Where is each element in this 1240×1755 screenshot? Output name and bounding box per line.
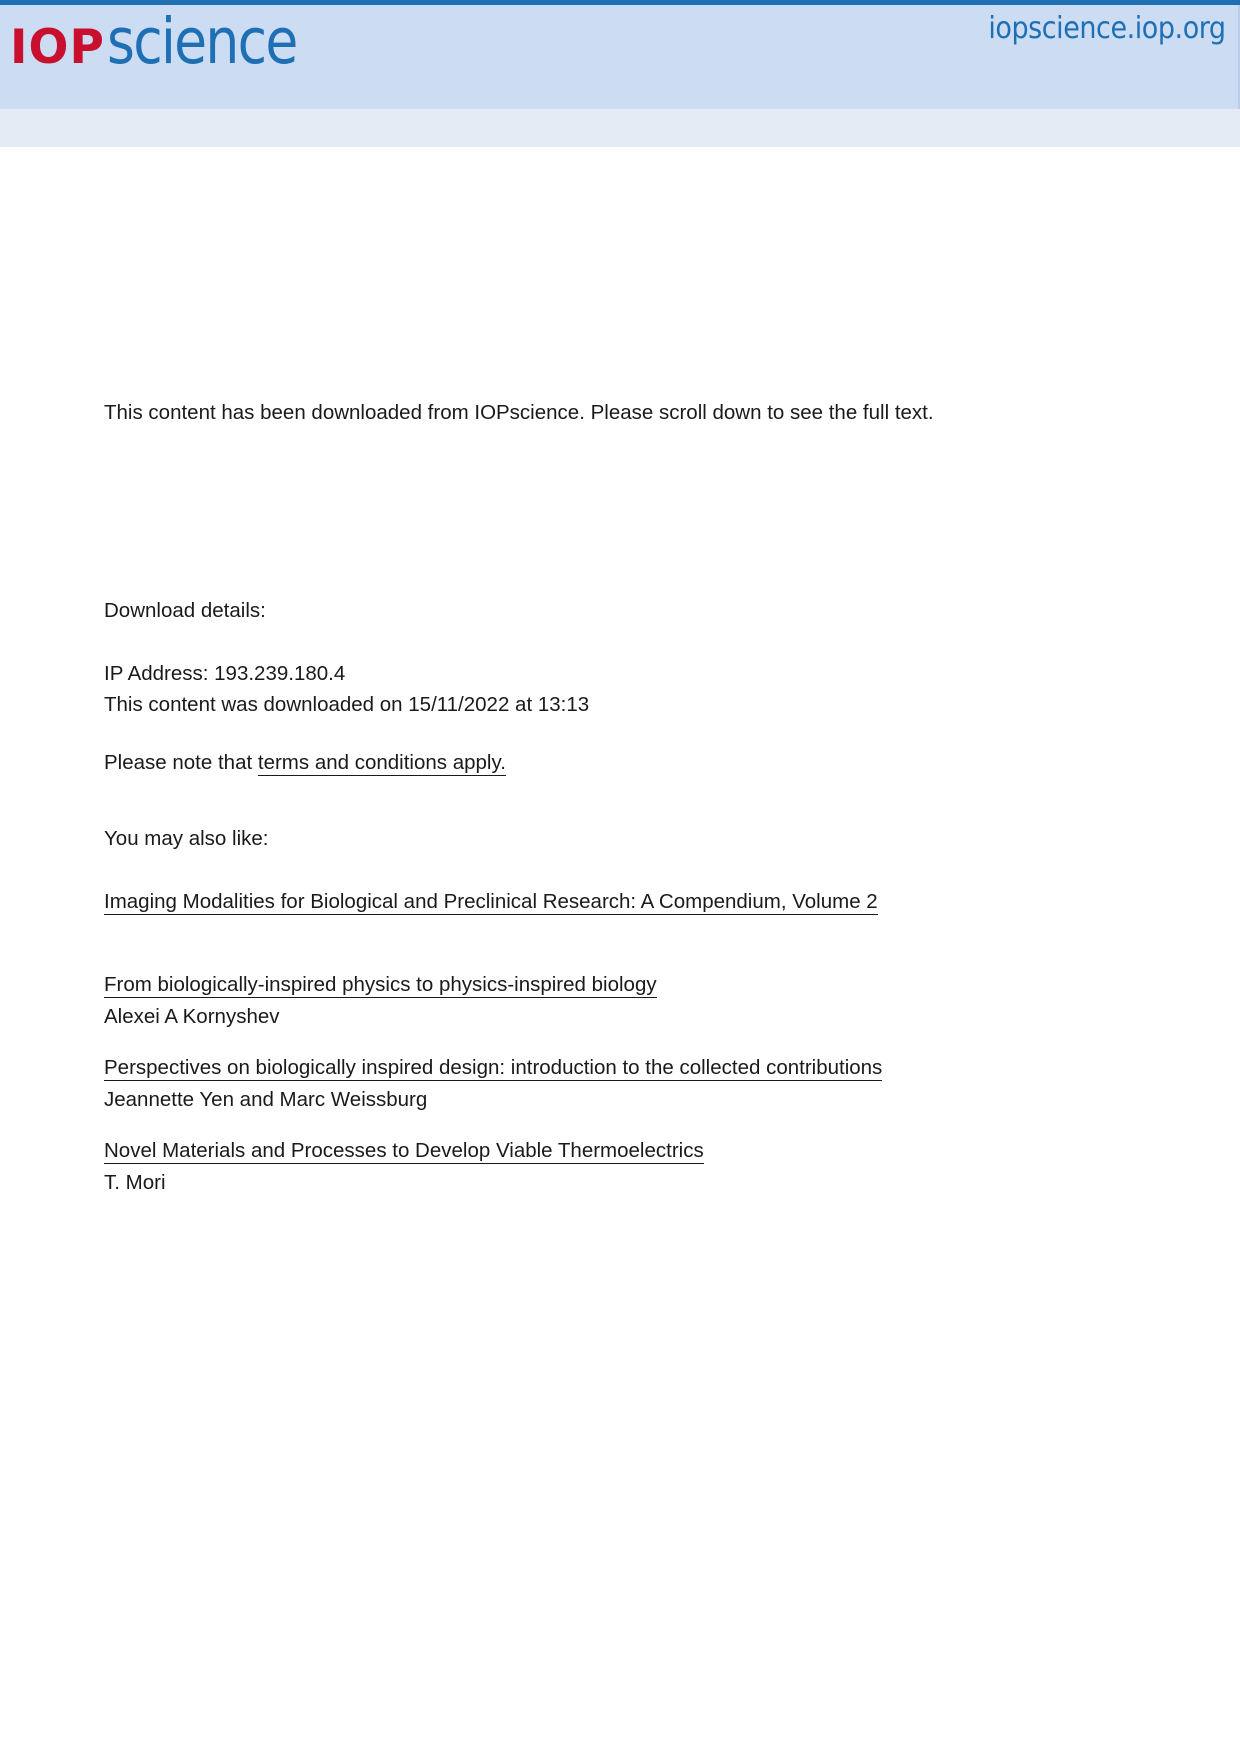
terms-note [104, 751, 506, 775]
related-item-4-authors: T. Mori [104, 1171, 166, 1194]
ip-address: IP Address: 193.239.180.4 [104, 662, 346, 685]
related-link[interactable]: Perspectives on biologically inspired design: introduction to the collected contributions [104, 1056, 883, 1079]
related-link[interactable]: From biologically-inspired physics to physics-inspired biology [104, 973, 657, 996]
related-item-4-title [104, 1139, 704, 1163]
logo-science-text: science [106, 5, 297, 78]
site-url[interactable]: iopscience.iop.org [988, 11, 1226, 46]
related-link[interactable]: Novel Materials and Processes to Develop Viable Thermoelectrics [104, 1139, 704, 1162]
site-header [0, 5, 1240, 109]
download-details-heading: Download details: [104, 599, 266, 622]
related-item-1-title [104, 890, 878, 914]
download-notice: This content has been downloaded from IOPscience. Please scroll down to see the full text. [104, 401, 934, 424]
related-link[interactable]: Imaging Modalities for Biological and Preclinical Research: A Compendium, Volume 2 [104, 890, 878, 913]
iopscience-logo[interactable] [10, 7, 330, 77]
related-item-2-authors: Alexei A Kornyshev [104, 1005, 280, 1028]
related-heading: You may also like: [104, 827, 269, 850]
header-subband [0, 109, 1240, 147]
download-timestamp: This content was downloaded on 15/11/2022 at 13:13 [104, 693, 590, 716]
related-item-2-title [104, 973, 657, 997]
related-item-3-authors: Jeannette Yen and Marc Weissburg [104, 1088, 428, 1111]
related-item-3-title [104, 1056, 882, 1080]
terms-link[interactable]: terms and conditions apply. [257, 751, 506, 774]
terms-prefix: Please note that [104, 751, 258, 774]
logo-iop-text: IOP [10, 20, 105, 75]
